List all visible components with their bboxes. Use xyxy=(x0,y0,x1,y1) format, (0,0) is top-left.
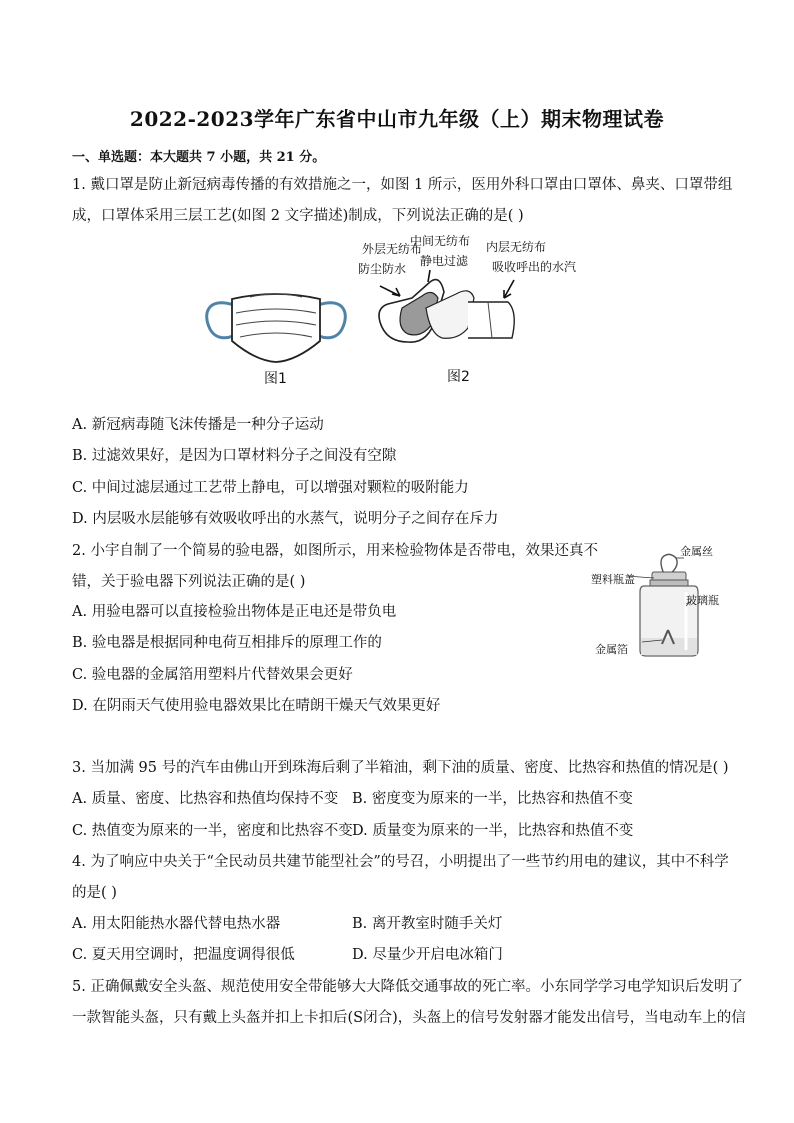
q4-stem-line2: 的是( ) xyxy=(72,885,117,901)
q3-option-d: D. 质量变为原来的一半，比热容和热值不变 xyxy=(352,823,634,839)
q1-option-d: D. 内层吸水层能够有效吸收呼出的水蒸气，说明分子之间存在斥力 xyxy=(72,511,499,527)
q4-option-d: D. 尽量少开启电冰箱门 xyxy=(352,947,503,963)
metal-foil-label: 金属箔 xyxy=(595,643,628,656)
q2-option-a: A. 用验电器可以直接检验出物体是正电还是带负电 xyxy=(72,604,397,620)
q2-stem-line1: 2. 小宇自制了一个简易的验电器，如图所示，用来检验物体是否带电，效果还真不 xyxy=(72,543,598,559)
fig2-caption: 图2 xyxy=(447,369,470,385)
q1-option-c: C. 中间过滤层通过工艺带上静电，可以增强对颗粒的吸附能力 xyxy=(72,480,469,496)
page-title: 2022-2023学年广东省中山市九年级（上）期末物理试卷 xyxy=(129,107,665,131)
q4-option-b: B. 离开教室时随手关灯 xyxy=(352,916,503,932)
q1-option-b: B. 过滤效果好，是因为口罩材料分子之间没有空隙 xyxy=(72,448,397,464)
q3-option-a: A. 质量、密度、比热容和热值均保持不变 xyxy=(72,791,339,807)
outer-layer-label-2: 防尘防水 xyxy=(358,262,407,276)
q2-stem-line2: 错，关于验电器下列说法正确的是( ) xyxy=(72,574,306,590)
mask-layers-figure xyxy=(372,268,522,350)
q3-option-b: B. 密度变为原来的一半，比热容和热值不变 xyxy=(352,791,633,807)
q4-stem-line1: 4. 为了响应中央关于“全民动员共建节能型社会”的号召，小明提出了一些节约用电的建议，其中不科学 xyxy=(72,854,729,870)
q1-stem-line1: 1. 戴口罩是防止新冠病毒传播的有效措施之一，如图 1 所示，医用外科口罩由口罩体、鼻夹、口罩带组 xyxy=(72,177,733,193)
inner-layer-label-2: 吸收呼出的水汽 xyxy=(492,260,577,274)
fig1-caption: 图1 xyxy=(264,371,287,387)
q5-stem-line1: 5. 正确佩戴安全头盔、规范使用安全带能够大大降低交通事故的死亡率。小东同学学习电学知识后发明了 xyxy=(72,979,743,995)
q4-option-c: C. 夏天用空调时，把温度调得很低 xyxy=(72,947,295,963)
q4-option-a: A. 用太阳能热水器代替电热水器 xyxy=(72,916,281,932)
outer-layer-label-1: 外层无纺布 xyxy=(362,242,423,256)
q2-option-b: B. 验电器是根据同种电荷互相排斥的原理工作的 xyxy=(72,635,382,651)
q1-option-a: A. 新冠病毒随飞沫传播是一种分子运动 xyxy=(72,417,324,433)
q2-option-d: D. 在阴雨天气使用验电器效果比在晴朗干燥天气效果更好 xyxy=(72,698,441,714)
q2-option-c: C. 验电器的金属箔用塑料片代替效果会更好 xyxy=(72,667,353,683)
plastic-cap-label: 塑料瓶盖 xyxy=(591,573,635,586)
section-heading: 一、单选题：本大题共 7 小题，共 21 分。 xyxy=(72,150,326,165)
inner-layer-label-1: 内层无纺布 xyxy=(486,240,547,254)
metal-wire-label: 金属丝 xyxy=(680,545,713,558)
q3-option-c: C. 热值变为原来的一半，密度和比热容不变 xyxy=(72,823,353,839)
middle-layer-label-1: 中间无纺布 xyxy=(410,234,471,248)
q3-stem: 3. 当加满 95 号的汽车由佛山开到珠海后剩了半箱油，剩下油的质量、密度、比热容和热值的情况是( ) xyxy=(72,760,729,776)
middle-layer-label-2: 静电过滤 xyxy=(420,254,469,268)
q5-stem-line2: 一款智能头盔，只有戴上头盔并扣上卡扣后(S闭合)，头盔上的信号发射器才能发出信号，当电动车上的信 xyxy=(72,1010,746,1026)
q1-stem-line2: 成，口罩体采用三层工艺(如图 2 文字描述)制成，下列说法正确的是( ) xyxy=(72,208,524,224)
mask-figure xyxy=(200,283,352,363)
glass-bottle-label: 玻璃瓶 xyxy=(686,594,719,607)
